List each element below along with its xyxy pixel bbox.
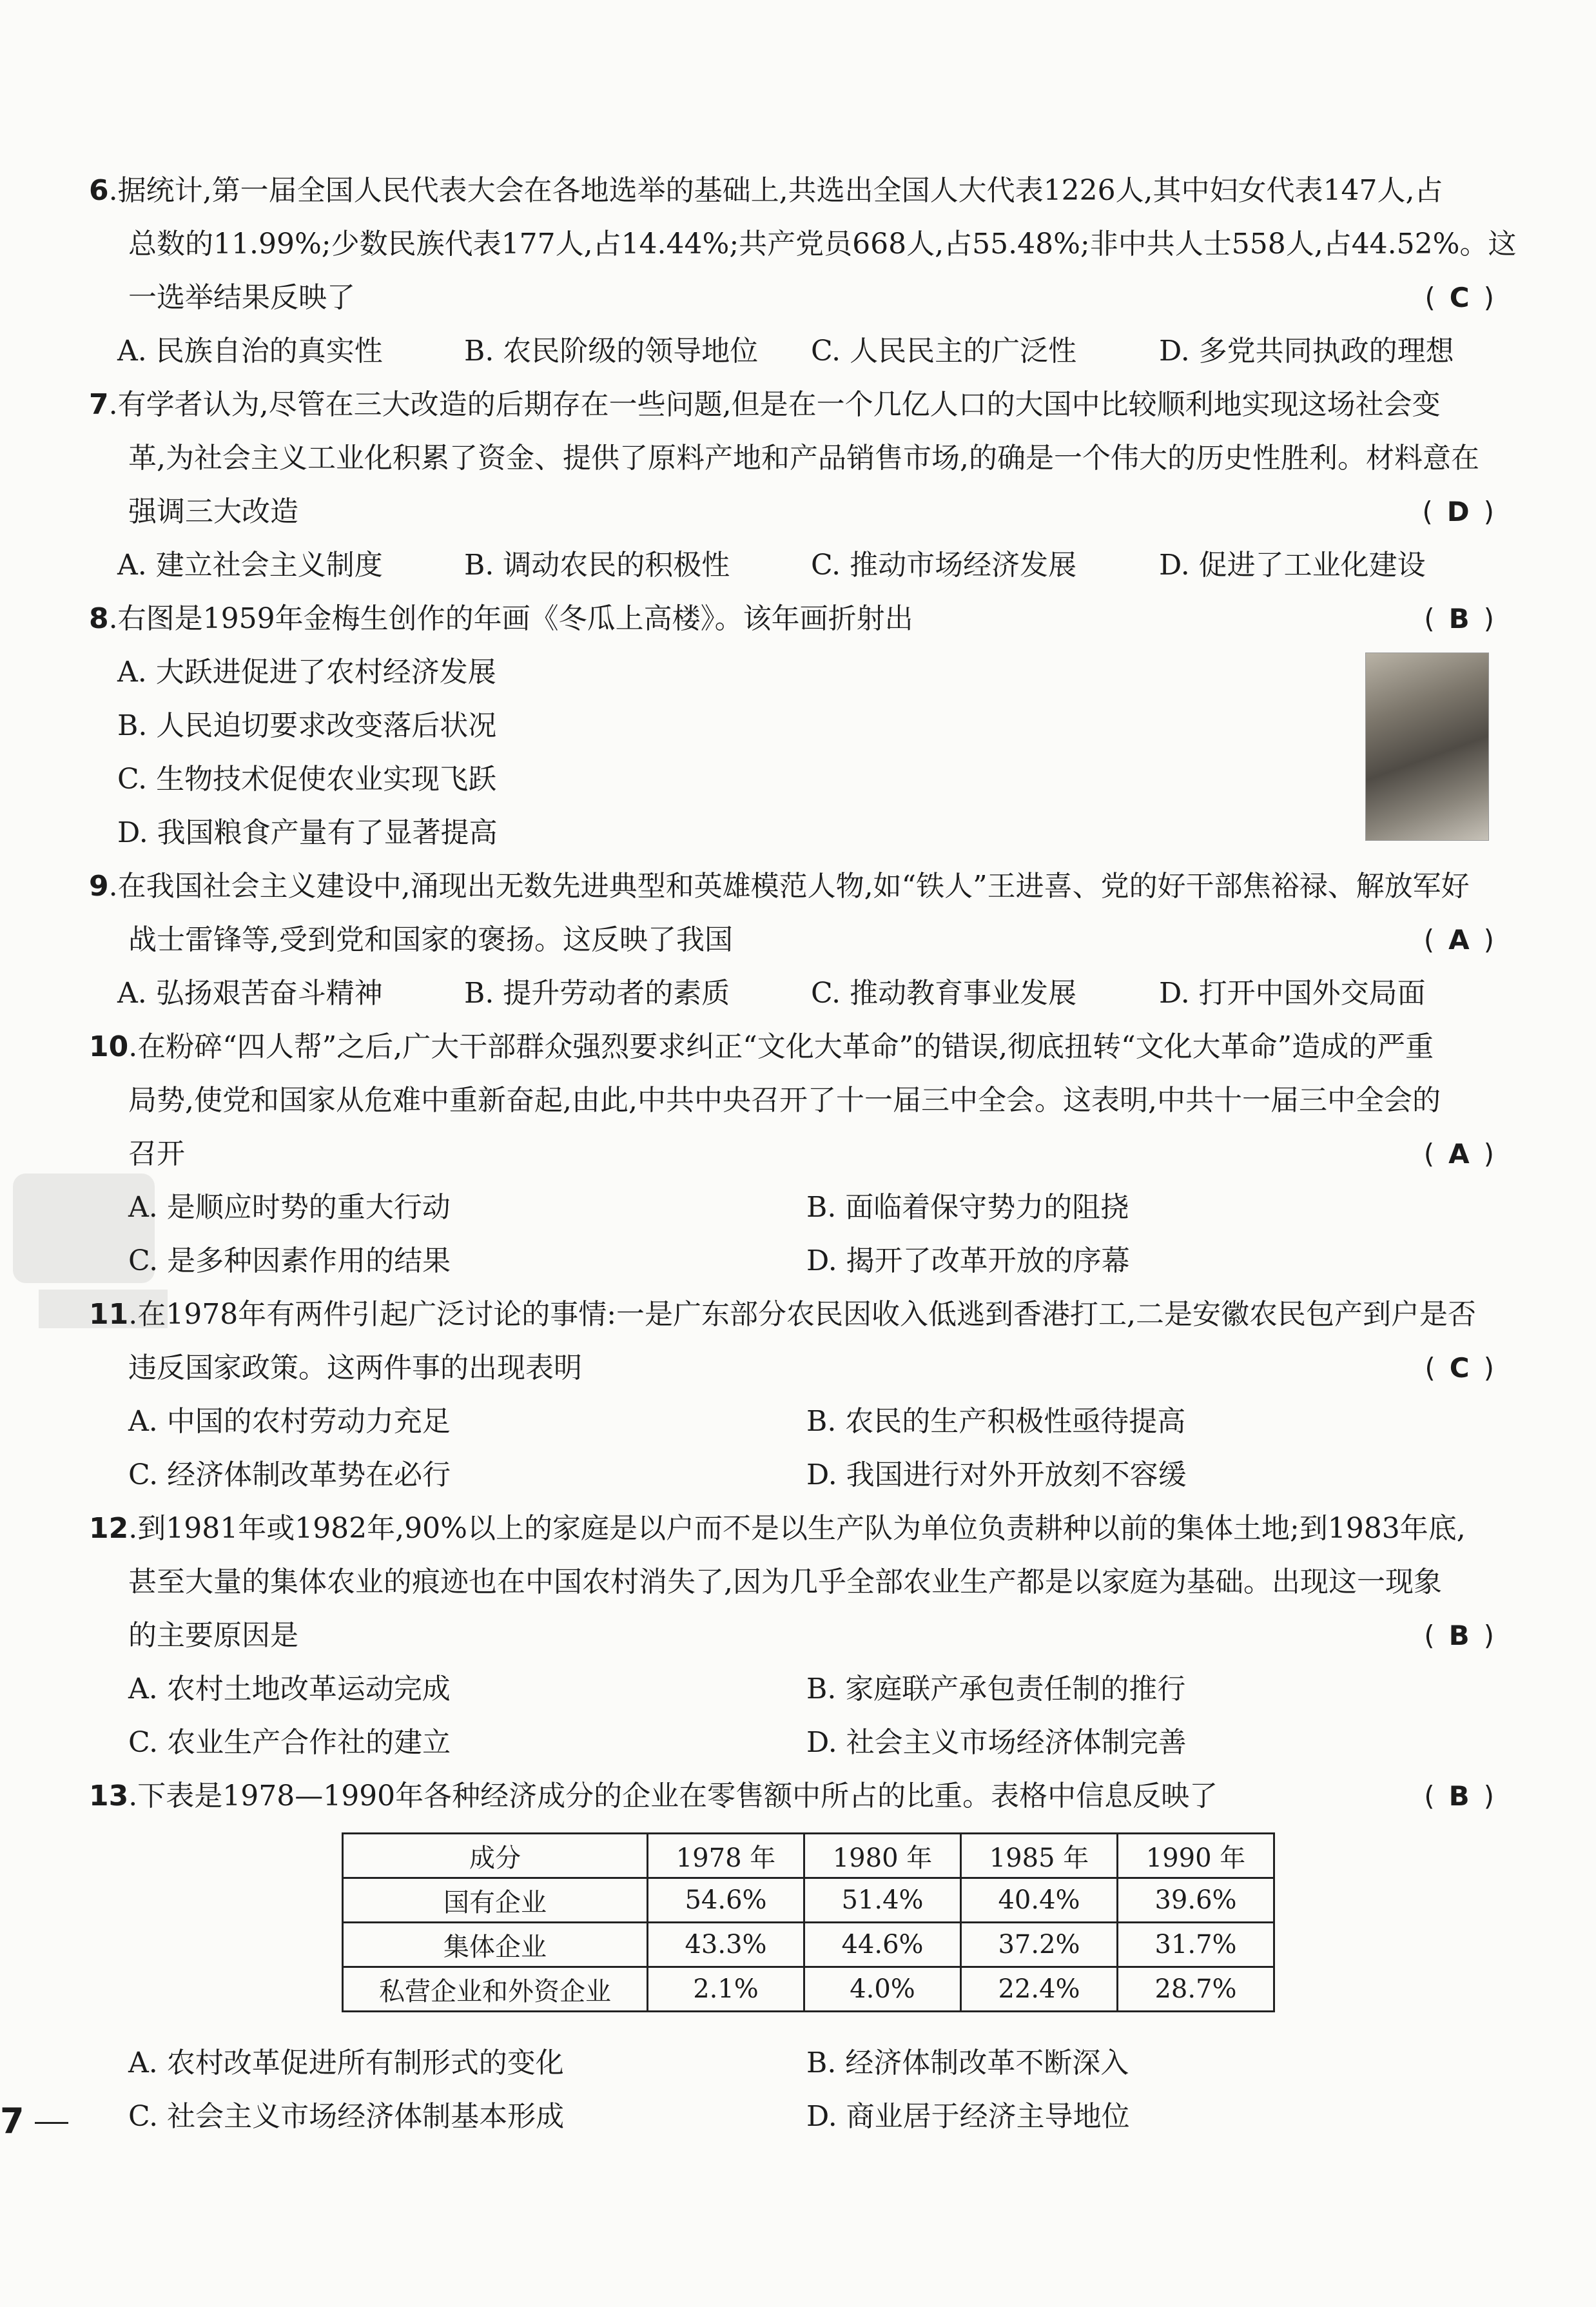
options-12-row-1 [89, 1662, 1494, 1716]
table-header-cell: 1985 年 [961, 1834, 1118, 1878]
question-10-line-1: 10.在粉碎“四人帮”之后,广大干部群众强烈要求纠正“文化大革命”的错误,彻底扭转“文化大革命”造成的严重 [89, 1030, 1434, 1063]
answer-6: ( C ) [1425, 282, 1494, 313]
option-d: D. 揭开了改革开放的序幕 [806, 1244, 1130, 1277]
option-a: A. 建立社会主义制度 [117, 549, 383, 582]
options-11-row-1 [89, 1395, 1494, 1448]
table-cell: 22.4% [961, 1967, 1118, 2012]
option-c: C. 生物技术促使农业实现飞跃 [117, 763, 497, 796]
options-10-row-1 [89, 1181, 1494, 1234]
table-cell: 37.2% [961, 1923, 1118, 1967]
table-row [343, 1878, 1274, 1923]
option-a: A. 民族自治的真实性 [117, 335, 383, 368]
option-c: C. 推动市场经济发展 [811, 549, 1077, 582]
table-header-row [343, 1834, 1274, 1878]
question-6-line-2: 总数的11.99%;少数民族代表177人,占14.44%;共产党员668人,占55.48%;非中共人士558人,占44.52%。这 [128, 228, 1517, 260]
option-d: D. 打开中国外交局面 [1159, 977, 1426, 1010]
option-c: C. 农业生产合作社的建立 [128, 1726, 451, 1759]
table-cell: 43.3% [648, 1923, 804, 1967]
question-13-options [89, 2036, 1494, 2143]
question-8 [89, 592, 1494, 859]
option-c: C. 推动教育事业发展 [811, 977, 1077, 1010]
option-a: A. 弘扬艰苦奋斗精神 [117, 977, 383, 1010]
option-c: C. 社会主义市场经济体制基本形成 [128, 2100, 565, 2133]
question-12-line-2: 甚至大量的集体农业的痕迹也在中国农村消失了,因为几乎全部农业生产都是以家庭为基础。出现这一现象 [128, 1566, 1442, 1598]
table-cell: 私营企业和外资企业 [343, 1967, 648, 2012]
table-cell: 51.4% [804, 1878, 961, 1923]
answer-12: ( B ) [1424, 1620, 1494, 1651]
table-cell: 28.7% [1118, 1967, 1274, 2012]
option-a: A. 中国的农村劳动力充足 [128, 1405, 451, 1438]
options-7 [89, 538, 1494, 592]
question-9-line-2: 战士雷锋等,受到党和国家的褒扬。这反映了我国 ( A ) [89, 913, 1494, 967]
options-10-row-2 [89, 1234, 1494, 1288]
answer-9: ( A ) [1423, 924, 1494, 956]
option-d: D. 促进了工业化建设 [1159, 549, 1426, 582]
option-b: B. 经济体制改革不断深入 [806, 2047, 1129, 2079]
option-d: D. 商业居于经济主导地位 [806, 2100, 1130, 2133]
question-10-line-2: 局势,使党和国家从危难中重新奋起,由此,中共中央召开了十一届三中全会。这表明,中共十一届三中全会的 [128, 1084, 1441, 1117]
question-11-line-2: 违反国家政策。这两件事的出现表明 ( C ) [89, 1341, 1494, 1395]
question-9 [89, 859, 1494, 1020]
question-13 [89, 1769, 1494, 1823]
page-number: 7 [0, 2101, 24, 2141]
question-7-line-2: 革,为社会主义工业化积累了资金、提供了原料产地和产品销售市场,的确是一个伟大的历史性胜利。材料意在 [128, 442, 1479, 475]
question-10-line-3: 召开 ( A ) [89, 1127, 1494, 1181]
option-a: A. 是顺应时势的重大行动 [128, 1191, 451, 1224]
table-header-cell: 1978 年 [648, 1834, 804, 1878]
option-b: B. 农民阶级的领导地位 [464, 335, 759, 368]
question-9-line-1: 9.在我国社会主义建设中,涌现出无数先进典型和英雄模范人物,如“铁人”王进喜、党的好干部焦裕禄、解放军好 [89, 870, 1470, 903]
question-6-line-1: 6.据统计,第一届全国人民代表大会在各地选举的基础上,共选出全国人大代表1226人,其中妇女代表147人,占 [89, 174, 1443, 207]
table-cell: 国有企业 [343, 1878, 648, 1923]
options-13-row-1 [89, 2036, 1494, 2090]
option-b: B. 家庭联产承包责任制的推行 [806, 1673, 1186, 1705]
table-header-cell: 成分 [343, 1834, 648, 1878]
option-d: D. 我国粮食产量有了显著提高 [117, 816, 498, 849]
options-11-row-2 [89, 1448, 1494, 1502]
table-cell: 31.7% [1118, 1923, 1274, 1967]
answer-10: ( A ) [1423, 1138, 1494, 1170]
question-12-line-1: 12.到1981年或1982年,90%以上的家庭是以户而不是以生产队为单位负责耕种以前的集体土地;到1983年底, [89, 1512, 1466, 1545]
option-b: B. 调动农民的积极性 [464, 549, 730, 582]
option-a: A. 大跃进促进了农村经济发展 [117, 656, 496, 689]
question-11 [89, 1288, 1494, 1502]
table-cell: 4.0% [804, 1967, 961, 2012]
table-cell: 39.6% [1118, 1878, 1274, 1923]
table-cell: 40.4% [961, 1878, 1118, 1923]
question-6 [89, 164, 1517, 378]
option-a: A. 农村改革促进所有制形式的变化 [128, 2047, 564, 2079]
options-6 [89, 324, 1494, 378]
table-cell: 2.1% [648, 1967, 804, 2012]
option-a: A. 农村土地改革运动完成 [128, 1673, 451, 1705]
answer-8: ( B ) [1424, 603, 1494, 634]
table-cell: 44.6% [804, 1923, 961, 1967]
answer-7: ( D ) [1422, 496, 1494, 527]
option-d: D. 我国进行对外开放刻不容缓 [806, 1458, 1187, 1491]
question-7-line-3: 强调三大改造 ( D ) [89, 485, 1494, 538]
option-d: D. 多党共同执政的理想 [1159, 335, 1454, 368]
table-header-cell: 1990 年 [1118, 1834, 1274, 1878]
options-13-row-2 [89, 2090, 1494, 2143]
question-8-line-1: 8.右图是1959年金梅生创作的年画《冬瓜上高楼》。该年画折射出 ( B ) [89, 592, 1494, 645]
question-12 [89, 1502, 1494, 1769]
question-11-line-1: 11.在1978年有两件引起广泛讨论的事情:一是广东部分农民因收入低逃到香港打工,二是安徽农民包产到户是否 [89, 1298, 1477, 1331]
table-cell: 集体企业 [343, 1923, 648, 1967]
question-12-line-3: 的主要原因是 ( B ) [89, 1609, 1494, 1662]
question-7-line-1: 7.有学者认为,尽管在三大改造的后期存在一些问题,但是在一个几亿人口的大国中比较顺利地实现这场社会变 [89, 388, 1441, 421]
option-b: B. 面临着保守势力的阻挠 [806, 1191, 1129, 1224]
question-10 [89, 1020, 1494, 1288]
new-year-painting-image [1365, 653, 1489, 841]
question-7 [89, 378, 1494, 592]
table-row [343, 1923, 1274, 1967]
table-header-cell: 1980 年 [804, 1834, 961, 1878]
page-number-dash [35, 2122, 68, 2124]
option-d: D. 社会主义市场经济体制完善 [806, 1726, 1187, 1759]
option-c: C. 是多种因素作用的结果 [128, 1244, 451, 1277]
options-12-row-2 [89, 1716, 1494, 1769]
option-c: C. 人民民主的广泛性 [811, 335, 1077, 368]
option-b: B. 农民的生产积极性亟待提高 [806, 1405, 1186, 1438]
table-cell: 54.6% [648, 1878, 804, 1923]
question-13-line-1: 13.下表是1978—1990年各种经济成分的企业在零售额中所占的比重。表格中信息反映了 ( B ) [89, 1769, 1494, 1823]
option-b: B. 提升劳动者的素质 [464, 977, 730, 1010]
question-6-line-3: 一选举结果反映了 ( C ) [89, 271, 1494, 324]
answer-11: ( C ) [1425, 1352, 1494, 1384]
table-row [343, 1967, 1274, 2012]
retail-share-table [342, 1832, 1275, 2012]
option-c: C. 经济体制改革势在必行 [128, 1458, 451, 1491]
answer-13: ( B ) [1424, 1780, 1494, 1812]
options-9 [89, 967, 1494, 1020]
option-b: B. 人民迫切要求改变落后状况 [117, 709, 497, 742]
